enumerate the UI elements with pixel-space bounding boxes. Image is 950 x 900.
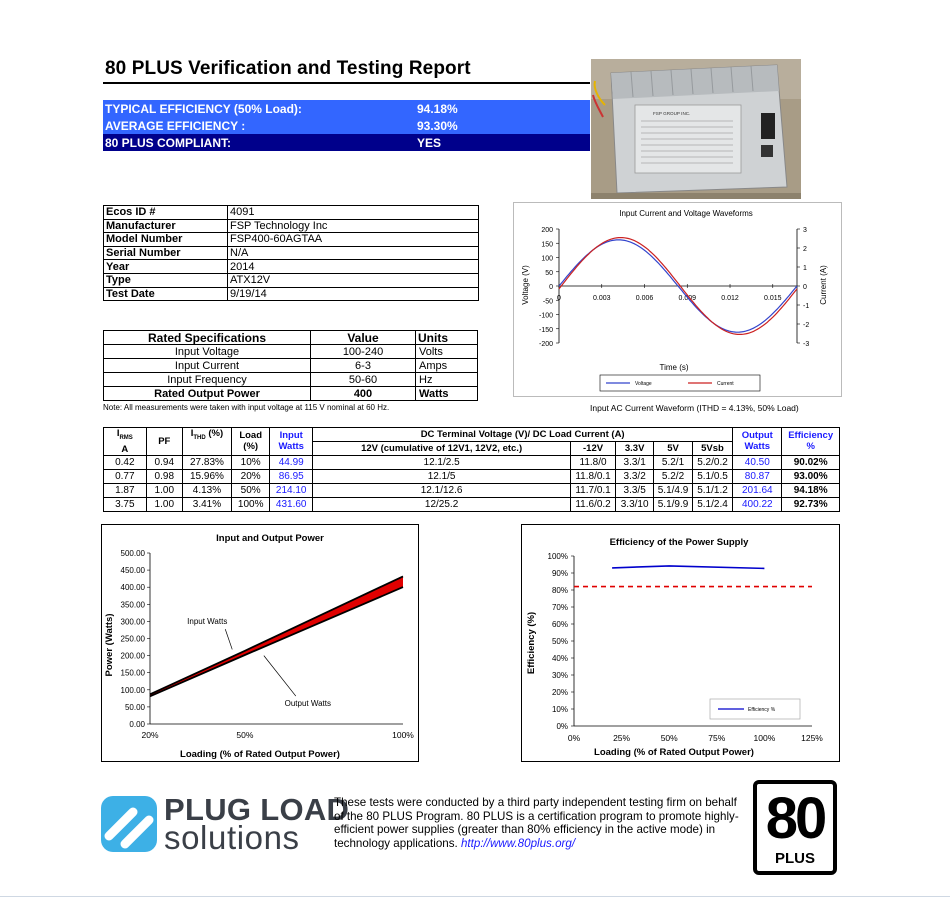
column-header-5v: 5V [654, 441, 692, 455]
y-axis-label: Voltage (V) [521, 265, 530, 305]
title-divider [103, 82, 590, 84]
info-label: Model Number [104, 233, 228, 247]
annotation-output-watts: Output Watts [284, 699, 331, 709]
y2-tick-label: 3 [803, 227, 807, 234]
table-row [104, 219, 479, 233]
footer-text: These tests were conducted by a third party independent testing firm on behalf of the 80 PLUS Program. 80 PLUS is a certification program to promote highly-efficient power supplies (greater than 80% efficiency in the active mode) in technology applications. [334, 796, 739, 850]
table-cell: 5.1/2.4 [692, 497, 733, 511]
header-unit: (%) [205, 428, 224, 439]
column-header-output [733, 428, 782, 456]
table-row [104, 387, 478, 401]
table-cell: 3.3/1 [615, 455, 653, 469]
table-row [104, 455, 840, 469]
info-label: Manufacturer [104, 219, 228, 233]
table-row [104, 483, 840, 497]
y-tick-label: 60% [551, 620, 568, 629]
table-cell: Input Current [104, 359, 311, 373]
x-axis-label: Loading (% of Rated Output Power) [594, 747, 754, 758]
table-row [104, 246, 479, 260]
y2-tick-label: -2 [803, 322, 810, 329]
table-cell: 11.8/0 [571, 455, 616, 469]
annotation-arrow [264, 656, 296, 696]
table-cell: 86.95 [270, 469, 313, 483]
x-tick-label: 100% [753, 733, 776, 743]
y-tick-label: 150 [541, 241, 553, 249]
measurement-note: Note: All measurements were taken with input voltage at 115 V nominal at 60 Hz. [103, 403, 390, 412]
header-text: Input [279, 430, 303, 442]
table-cell: 5.1/1.2 [692, 483, 733, 497]
table-cell: 20% [231, 469, 269, 483]
table-cell: 11.6/0.2 [571, 497, 616, 511]
table-cell: 4.13% [182, 483, 231, 497]
info-value: ATX12V [228, 273, 479, 287]
summary-label: AVERAGE EFFICIENCY : [105, 118, 246, 133]
column-header-input [270, 428, 313, 456]
table-cell: 12/25.2 [313, 497, 571, 511]
y-tick-label: 90% [551, 569, 568, 578]
table-cell: 3.41% [182, 497, 231, 511]
y-axis-label: Efficiency (%) [526, 611, 537, 675]
header-unit: (%) [243, 441, 259, 453]
table-cell: Rated Output Power [104, 387, 311, 401]
table-cell: 12.1/12.6 [313, 483, 571, 497]
table-cell: 50% [231, 483, 269, 497]
waveform-chart [514, 203, 843, 398]
x-tick-label: 0.012 [721, 295, 739, 302]
legend-label: Efficiency % [748, 707, 776, 713]
table-cell: 90.02% [782, 455, 840, 469]
summary-row-compliant [103, 134, 590, 151]
y-tick-label: 300.00 [120, 617, 145, 627]
y-tick-label: 70% [551, 603, 568, 612]
plug-load-logo-icon [101, 796, 157, 852]
y-tick-label: 50% [551, 637, 568, 646]
chart-title: Input and Output Power [216, 533, 324, 544]
table-cell: 1.87 [104, 483, 147, 497]
y-tick-label: 50.00 [124, 702, 145, 712]
column-header-pf: PF [146, 428, 182, 456]
table-cell: 431.60 [270, 497, 313, 511]
y-tick-label: 0% [556, 722, 568, 731]
80plus-badge [753, 780, 837, 875]
table-cell: 0.77 [104, 469, 147, 483]
table-cell: 1.00 [146, 483, 182, 497]
y2-axis-label: Current (A) [819, 265, 828, 305]
series-line-input [150, 576, 403, 694]
x-tick-label: 0.003 [592, 295, 611, 302]
x-axis-label: Loading (% of Rated Output Power) [180, 749, 340, 760]
header-unit: A [121, 443, 129, 455]
y-tick-label: 100 [541, 255, 553, 263]
table-cell: 6-3 [311, 359, 416, 373]
y-tick-label: 0.00 [129, 720, 145, 729]
table-cell: Watts [416, 387, 478, 401]
table-cell: 50-60 [311, 373, 416, 387]
x-tick-label: 20% [141, 730, 159, 740]
column-header-ithd [182, 428, 231, 456]
header-sub: RMS [119, 434, 133, 441]
column-header-dc: DC Terminal Voltage (V)/ DC Load Current (A) [313, 428, 733, 442]
table-row [104, 273, 479, 287]
column-header-irms [104, 428, 147, 456]
x-tick-label: 25% [613, 733, 631, 743]
y-tick-label: -50 [542, 298, 553, 306]
y-tick-label: 250.00 [120, 634, 145, 644]
series-line-efficiency [612, 566, 764, 569]
page-bottom-divider [0, 896, 950, 897]
table-cell: 5.2/0.2 [692, 455, 733, 469]
annotation-input-watts: Input Watts [187, 617, 228, 627]
table-row [104, 260, 479, 274]
summary-row-average [103, 117, 590, 134]
table-cell: 92.73% [782, 497, 840, 511]
table-cell: 3.3/10 [615, 497, 653, 511]
table-cell: 27.83% [182, 455, 231, 469]
y2-tick-label: 2 [803, 246, 807, 253]
table-header-row [104, 331, 478, 345]
info-label: Serial Number [104, 246, 228, 260]
y-tick-label: 100.00 [120, 685, 145, 695]
y-axis-label: Power (Watts) [104, 613, 115, 677]
header-text: Efficiency [788, 430, 834, 442]
y-tick-label: 100% [547, 552, 568, 561]
table-cell: 5.1/9.9 [654, 497, 692, 511]
table-header-row [104, 428, 840, 442]
table-cell: 93.00% [782, 469, 840, 483]
efficiency-chart-frame [521, 524, 840, 762]
table-cell: 40.50 [733, 455, 782, 469]
psu-photo [591, 59, 801, 199]
legend-label: Voltage [635, 381, 652, 387]
table-cell: 5.2/2 [654, 469, 692, 483]
table-cell: 94.18% [782, 483, 840, 497]
load-table-body [104, 455, 840, 511]
photo-label: FSP GROUP INC. [653, 111, 691, 116]
table-cell: Input Voltage [104, 345, 311, 359]
table-cell: 10% [231, 455, 269, 469]
x-tick-label: 75% [708, 733, 726, 743]
table-cell: 214.10 [270, 483, 313, 497]
summary-row-typical [103, 100, 590, 117]
y-tick-label: 200 [541, 227, 553, 234]
info-label: Year [104, 260, 228, 274]
table-cell: 400.22 [733, 497, 782, 511]
y-tick-label: 150.00 [120, 668, 145, 678]
header-text: I [190, 428, 194, 439]
header-sub: THD [193, 434, 206, 441]
x-tick-label: 100% [392, 730, 414, 740]
power-chart [102, 525, 418, 761]
efficiency-chart [522, 525, 839, 761]
table-cell: Input Frequency [104, 373, 311, 387]
legend-label: Current [717, 381, 734, 387]
header-unit: Watts [278, 441, 304, 453]
power-plot-area [121, 549, 415, 740]
rated-specs-table [103, 330, 478, 401]
table-cell: 3.75 [104, 497, 147, 511]
column-header: Rated Specifications [104, 331, 311, 345]
annotation-arrow [225, 629, 232, 649]
table-cell: Hz [416, 373, 478, 387]
80plus-link[interactable]: http://www.80plus.org/ [460, 836, 576, 850]
waveform-caption: Input AC Current Waveform (ITHD = 4.13%, 50% Load) [590, 403, 799, 413]
info-value: FSP400-60AGTAA [228, 233, 479, 247]
table-cell: 44.99 [270, 455, 313, 469]
header-text: Output [741, 430, 773, 442]
table-cell: 3.3/2 [615, 469, 653, 483]
summary-label: 80 PLUS COMPLIANT: [105, 135, 232, 150]
summary-value: 93.30% [417, 118, 458, 133]
y-tick-label: 350.00 [120, 600, 145, 610]
table-cell: 0.98 [146, 469, 182, 483]
table-cell: 12.1/2.5 [313, 455, 571, 469]
x-tick-label: 50% [236, 730, 254, 740]
table-cell: 400 [311, 387, 416, 401]
chart-title: Efficiency of the Power Supply [609, 537, 749, 548]
column-header: Units [416, 331, 478, 345]
table-cell: 201.64 [733, 483, 782, 497]
power-chart-frame [101, 524, 419, 762]
table-row [104, 345, 478, 359]
header-unit: % [806, 441, 815, 453]
table-row [104, 469, 840, 483]
y2-tick-label: 0 [803, 284, 807, 291]
column-header-m12v: -12V [571, 441, 616, 455]
x-tick-label: 0.006 [635, 295, 654, 302]
x-tick-label: 0 [557, 295, 561, 302]
table-row [104, 233, 479, 247]
y2-tick-label: -1 [803, 303, 810, 310]
y-tick-label: -150 [538, 326, 553, 334]
y-tick-label: 0 [549, 284, 553, 291]
summary-label: TYPICAL EFFICIENCY (50% Load): [105, 101, 302, 116]
badge-number: 80 [765, 786, 825, 851]
chart-title: Input Current and Voltage Waveforms [619, 209, 753, 218]
header-text: Load [239, 430, 263, 442]
y-tick-label: 80% [551, 586, 568, 595]
y-tick-label: 400.00 [120, 583, 145, 593]
product-info-table [103, 205, 479, 301]
y-tick-label: 500.00 [120, 549, 145, 558]
x-tick-label: 0% [567, 733, 581, 743]
table-cell: 0.94 [146, 455, 182, 469]
table-cell: 80.87 [733, 469, 782, 483]
y-tick-label: 50 [545, 269, 553, 277]
y-tick-label: 450.00 [120, 566, 145, 576]
summary-value: 94.18% [417, 101, 458, 116]
y-tick-label: 30% [551, 671, 568, 680]
table-row [104, 497, 840, 511]
legend [710, 699, 800, 719]
info-label: Type [104, 273, 228, 287]
x-tick-label: 125% [801, 733, 823, 743]
x-axis-label: Time (s) [659, 363, 689, 372]
info-value: 2014 [228, 260, 479, 274]
waveform-chart-frame [513, 202, 842, 397]
info-value: FSP Technology Inc [228, 219, 479, 233]
y-tick-label: 20% [551, 688, 568, 697]
y2-tick-label: -3 [803, 341, 810, 348]
legend [600, 375, 760, 391]
column-header-3v3: 3.3V [615, 441, 653, 455]
header-text: I [116, 428, 120, 439]
info-label: Test Date [104, 287, 228, 301]
series-line-output [150, 587, 403, 696]
table-row [104, 373, 478, 387]
table-cell: 12.1/5 [313, 469, 571, 483]
y-tick-label: 40% [551, 654, 568, 663]
table-cell: 5.1/4.9 [654, 483, 692, 497]
x-tick-label: 0.009 [678, 295, 697, 302]
waveform-plot-area [539, 227, 809, 348]
info-value: N/A [228, 246, 479, 260]
table-cell: 100% [231, 497, 269, 511]
table-row [104, 287, 479, 301]
info-label: Ecos ID # [104, 206, 228, 220]
table-cell: 100-240 [311, 345, 416, 359]
y-tick-label: 200.00 [120, 651, 145, 661]
column-header-12v: 12V (cumulative of 12V1, 12V2, etc.) [313, 441, 571, 455]
column-header-load [231, 428, 269, 456]
brand-name-top: PLUG LOAD [164, 792, 350, 827]
column-header: Value [311, 331, 416, 345]
table-cell: 15.96% [182, 469, 231, 483]
table-row [104, 206, 479, 220]
column-header-efficiency [782, 428, 840, 456]
table-cell: 11.8/0.1 [571, 469, 616, 483]
summary-band [103, 100, 590, 151]
table-cell: 1.00 [146, 497, 182, 511]
brand-name-bottom: solutions [164, 819, 300, 856]
table-cell: 11.7/0.1 [571, 483, 616, 497]
summary-value: YES [417, 135, 442, 150]
table-row [104, 359, 478, 373]
table-cell: Amps [416, 359, 478, 373]
page-title: 80 PLUS Verification and Testing Report [105, 58, 471, 79]
header-unit: Watts [744, 441, 771, 453]
x-tick-label: 50% [660, 733, 678, 743]
y-tick-label: -200 [538, 341, 553, 348]
x-tick-label: 0.015 [764, 295, 782, 302]
y-tick-label: -100 [538, 312, 553, 320]
footer-paragraph [334, 796, 748, 850]
info-value: 4091 [228, 206, 479, 220]
column-header-5vsb: 5Vsb [692, 441, 733, 455]
badge-word: PLUS [774, 850, 815, 867]
table-cell: 3.3/5 [615, 483, 653, 497]
info-value: 9/19/14 [228, 287, 479, 301]
table-cell: 5.2/1 [654, 455, 692, 469]
table-cell: 5.1/0.5 [692, 469, 733, 483]
y2-tick-label: 1 [803, 265, 807, 272]
table-cell: 0.42 [104, 455, 147, 469]
load-test-table [103, 427, 840, 512]
y-tick-label: 10% [551, 705, 568, 714]
table-cell: Volts [416, 345, 478, 359]
